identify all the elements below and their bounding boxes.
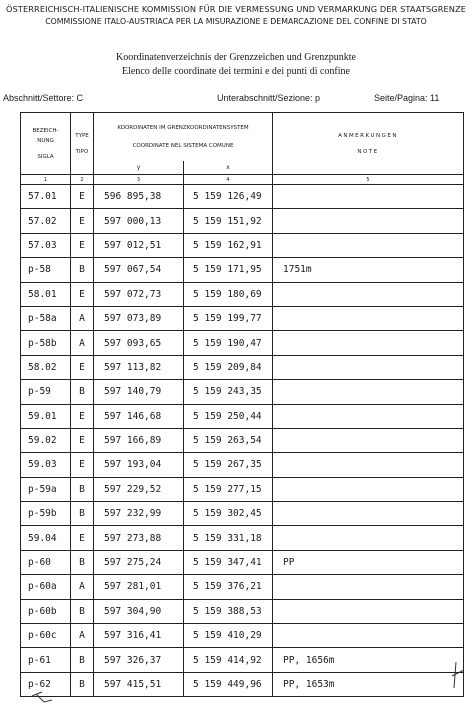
cell-x: 5 159 162,91 — [184, 233, 273, 257]
cell-note — [273, 526, 464, 550]
cell-note — [273, 599, 464, 623]
table-row — [21, 599, 464, 623]
cell-y: 597 273,88 — [94, 526, 184, 550]
cell-note — [273, 282, 464, 306]
table-row — [21, 306, 464, 330]
cell-type: E — [71, 526, 94, 550]
table-header-row — [21, 113, 464, 162]
cell-y: 597 113,82 — [94, 355, 184, 379]
cell-type: E — [71, 209, 94, 233]
cell-type: E — [71, 282, 94, 306]
column-number: 1 — [21, 175, 71, 185]
cell-note — [273, 575, 464, 599]
table-row — [21, 404, 464, 428]
table-body — [21, 185, 464, 697]
cell-y: 597 316,41 — [94, 624, 184, 648]
table-row — [21, 355, 464, 379]
cell-note — [273, 209, 464, 233]
cell-y: 597 012,51 — [94, 233, 184, 257]
cell-id: p-60a — [21, 575, 71, 599]
cell-y: 597 072,73 — [94, 282, 184, 306]
cell-x: 5 159 209,84 — [184, 355, 273, 379]
cell-id: 59.04 — [21, 526, 71, 550]
handwritten-mark — [30, 690, 54, 704]
cell-id: p-60b — [21, 599, 71, 623]
cell-note — [273, 624, 464, 648]
header-x: x — [184, 161, 273, 175]
header-notes: ANMERKUNGEN NOTE — [273, 113, 464, 175]
cell-note — [273, 477, 464, 501]
document-title-de: Koordinatenverzeichnis der Grenzzeichen und Grenzpunkte — [116, 52, 356, 63]
commission-title-it: COMMISSIONE ITALO-AUSTRIACA PER LA MISURAZIONE E DEMARCAZIONE DEL CONFINE DI STATO — [45, 17, 427, 26]
coordinates-table — [20, 112, 464, 697]
cell-x: 5 159 126,49 — [184, 185, 273, 209]
cell-id: p-59 — [21, 380, 71, 404]
cell-note — [273, 233, 464, 257]
table-row — [21, 453, 464, 477]
table-row — [21, 526, 464, 550]
cell-x: 5 159 449,96 — [184, 672, 273, 696]
cell-x: 5 159 302,45 — [184, 502, 273, 526]
cell-id: p-58b — [21, 331, 71, 355]
cell-y: 597 146,68 — [94, 404, 184, 428]
cell-x: 5 159 243,35 — [184, 380, 273, 404]
cell-type: B — [71, 550, 94, 574]
cell-note: PP — [273, 550, 464, 574]
cell-y: 597 232,99 — [94, 502, 184, 526]
cell-x: 5 159 263,54 — [184, 428, 273, 452]
column-number: 2 — [71, 175, 94, 185]
cell-id: p-62 — [21, 672, 71, 696]
cell-type: A — [71, 575, 94, 599]
page-label: Seite/Pagina: 11 — [374, 93, 440, 103]
cell-type: B — [71, 648, 94, 672]
cell-id: 59.02 — [21, 428, 71, 452]
table-row — [21, 185, 464, 209]
cell-id: p-58a — [21, 306, 71, 330]
table-row — [21, 209, 464, 233]
table-row — [21, 502, 464, 526]
cell-note — [273, 502, 464, 526]
cell-x: 5 159 171,95 — [184, 258, 273, 282]
header-coordinates: KOORDINATEN IM GRENZKOORDINATENSYSTEM COORDINATE NEL SISTEMA COMUNE — [94, 113, 273, 162]
table-row — [21, 282, 464, 306]
column-number: 5 — [273, 175, 464, 185]
cell-y: 597 193,04 — [94, 453, 184, 477]
cell-y: 597 229,52 — [94, 477, 184, 501]
cell-type: E — [71, 453, 94, 477]
cell-x: 5 159 277,15 — [184, 477, 273, 501]
cell-note: 1751m — [273, 258, 464, 282]
cell-x: 5 159 414,92 — [184, 648, 273, 672]
cell-note — [273, 428, 464, 452]
table-row — [21, 550, 464, 574]
section-label: Abschnitt/Settore: C — [3, 93, 84, 103]
document-title-it: Elenco delle coordinate dei termini e dei punti di confine — [122, 66, 350, 77]
cell-note — [273, 355, 464, 379]
cell-type: E — [71, 428, 94, 452]
cell-y: 597 093,65 — [94, 331, 184, 355]
column-number: 4 — [184, 175, 273, 185]
cell-y: 597 415,51 — [94, 672, 184, 696]
cell-x: 5 159 410,29 — [184, 624, 273, 648]
cell-id: 59.03 — [21, 453, 71, 477]
cell-type: A — [71, 624, 94, 648]
table-row — [21, 380, 464, 404]
cell-note — [273, 453, 464, 477]
table-row — [21, 233, 464, 257]
cell-x: 5 159 190,47 — [184, 331, 273, 355]
cell-id: p-59b — [21, 502, 71, 526]
column-number-row — [21, 175, 464, 185]
cell-type: B — [71, 502, 94, 526]
commission-title-de: ÖSTERREICHISCH-ITALIENISCHE KOMMISSION FÜR DIE VERMESSUNG UND VERMARKUNG DER STAATSGRENZE — [6, 4, 466, 14]
cell-id: 57.03 — [21, 233, 71, 257]
cell-y: 596 895,38 — [94, 185, 184, 209]
cell-y: 597 000,13 — [94, 209, 184, 233]
cell-type: E — [71, 404, 94, 428]
cell-type: A — [71, 306, 94, 330]
cell-id: 58.01 — [21, 282, 71, 306]
table-row — [21, 428, 464, 452]
table-row — [21, 331, 464, 355]
cell-id: 57.02 — [21, 209, 71, 233]
cell-y: 597 166,89 — [94, 428, 184, 452]
table-row — [21, 477, 464, 501]
cell-type: E — [71, 233, 94, 257]
cell-id: 59.01 — [21, 404, 71, 428]
cell-x: 5 159 376,21 — [184, 575, 273, 599]
cell-note — [273, 380, 464, 404]
cell-x: 5 159 388,53 — [184, 599, 273, 623]
header-y: y — [94, 161, 184, 175]
cell-type: B — [71, 258, 94, 282]
cell-type: A — [71, 331, 94, 355]
cell-note — [273, 404, 464, 428]
cell-note: PP, 1653m — [273, 672, 464, 696]
cell-y: 597 326,37 — [94, 648, 184, 672]
header-id: BEZEICH- NUNG SIGLA — [21, 113, 71, 175]
cell-y: 597 140,79 — [94, 380, 184, 404]
cell-id: p-58 — [21, 258, 71, 282]
table-row — [21, 648, 464, 672]
cell-x: 5 159 250,44 — [184, 404, 273, 428]
cell-y: 597 073,89 — [94, 306, 184, 330]
cell-id: p-59a — [21, 477, 71, 501]
cell-id: 57.01 — [21, 185, 71, 209]
cell-type: B — [71, 477, 94, 501]
cell-x: 5 159 347,41 — [184, 550, 273, 574]
subsection-label: Unterabschnitt/Sezione: p — [217, 93, 321, 103]
cell-type: E — [71, 185, 94, 209]
cell-note — [273, 306, 464, 330]
cell-y: 597 275,24 — [94, 550, 184, 574]
cell-type: E — [71, 355, 94, 379]
cell-note: PP, 1656m — [273, 648, 464, 672]
cell-type: B — [71, 672, 94, 696]
cell-type: B — [71, 599, 94, 623]
cell-y: 597 304,90 — [94, 599, 184, 623]
handwritten-mark — [450, 660, 466, 690]
cell-id: 58.02 — [21, 355, 71, 379]
cell-type: B — [71, 380, 94, 404]
cell-id: p-61 — [21, 648, 71, 672]
table-row — [21, 672, 464, 696]
table-row — [21, 624, 464, 648]
cell-note — [273, 185, 464, 209]
cell-x: 5 159 151,92 — [184, 209, 273, 233]
cell-y: 597 281,01 — [94, 575, 184, 599]
cell-x: 5 159 267,35 — [184, 453, 273, 477]
cell-y: 597 067,54 — [94, 258, 184, 282]
cell-x: 5 159 331,18 — [184, 526, 273, 550]
column-number: 3 — [94, 175, 184, 185]
cell-x: 5 159 199,77 — [184, 306, 273, 330]
header-type: TYPE TIPO — [71, 113, 94, 175]
cell-note — [273, 331, 464, 355]
cell-x: 5 159 180,69 — [184, 282, 273, 306]
cell-id: p-60 — [21, 550, 71, 574]
cell-id: p-60c — [21, 624, 71, 648]
table-row — [21, 575, 464, 599]
table-row — [21, 258, 464, 282]
